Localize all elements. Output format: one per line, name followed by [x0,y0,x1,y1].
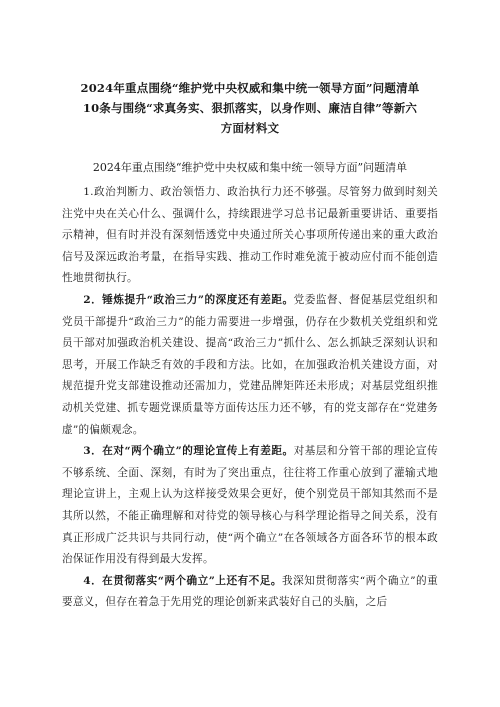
section-heading: 2024年重点围绕“维护党中央权威和集中统一领导方面”问题清单 [92,161,408,174]
paragraph-3 [62,441,438,571]
paragraph-2 [62,290,438,441]
paragraph-4 [62,571,438,614]
title-line-1: 2024年重点围绕“维护党中央权威和集中统一领导方面”问题清单 [80,81,420,95]
paragraph-1 [62,182,438,290]
paragraph-text: 1.政治判断力、政治领悟力、政治执行力还不够强。尽管努力做到时刻关注党中央在关心什么、强调什么，持续跟进学习总书记最新重要讲话、重要指示精神，但有时并没有深刻悟透党中央通过所关心事项所传递出来的重大政治信号及深远政治考量，在指导实践、推动工作时难免流于被动应付而不能创造性地贯彻执行。 [62,186,438,285]
paragraph-lead: 2．锤炼提升“政治三力”的深度还有差距。 [83,293,294,306]
title-line-2: 10条与围绕“求真务实、狠抓落实，以身作则、廉洁自律”等新六 [82,101,418,115]
document-body [62,182,438,614]
paragraph-lead: 4．在贯彻落实“两个确立”上还有不足。 [83,574,282,587]
paragraph-text: 党委监督、督促基层党组织和党员干部提升“政治三力”的能力需要进一步增强，仍存在少数机关党组织和党员干部对加强政治机关建设、提高“政治三力”抓什么、怎么抓缺乏深刻认识和思考，开展工作缺乏有效的手段和方法。比如，在加强政治机关建设方面，对规范提升党支部建设推动还需加力，党建品牌矩阵还未形成；对基层党组织推动机关党建、抓专题党课质量等方面传达压力还不够，有的党支部存在“党建务虚”的偏颇观念。 [62,293,439,436]
paragraph-text: 我深知贯彻落实“两个确立”的重要意义，但存在着急于先用党的理论创新来武装好自己的头脑，之后 [62,574,438,609]
paragraph-text: 对基层和分管干部的理论宣传不够系统、全面、深刻，有时为了突出重点，往往将工作重心放到了灌输式地理论宣讲上，主观上认为这样接受效果会更好，使个别党员干部知其然而不是其所以然，不能正确理解和对待党的领导核心与科学理论指导之间关系，没有真正形成广泛共识与共同行动，使“两个确立”在各领域各方面各环节的根本政治保证作用没有得到最大发挥。 [62,445,439,566]
document-title [62,78,438,138]
title-line-3: 方面材料文 [220,121,280,135]
paragraph-lead: 3．在对“两个确立”的理论宣传上有差距。 [83,445,294,458]
